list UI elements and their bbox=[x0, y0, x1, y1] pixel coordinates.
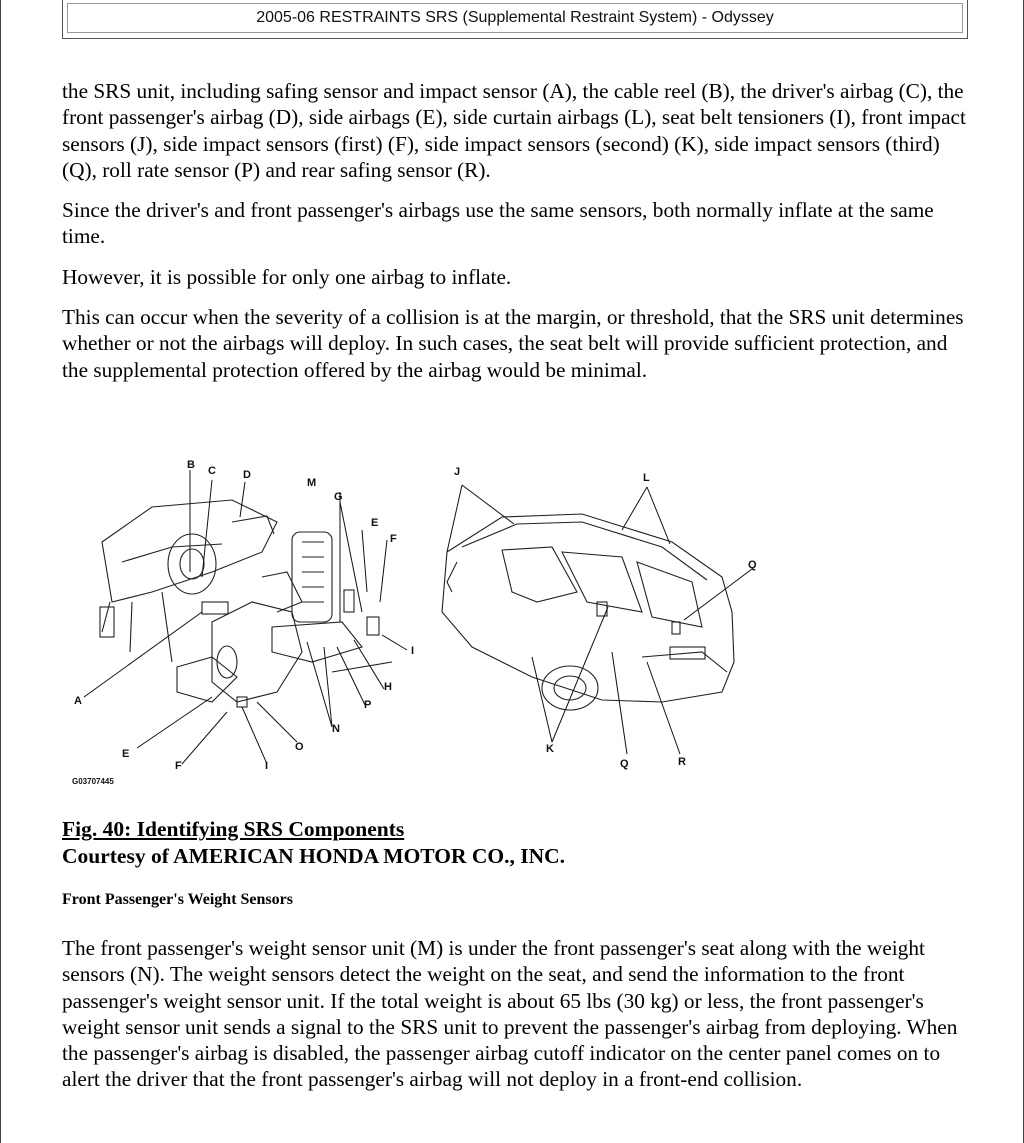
callout-f-lower: F bbox=[175, 760, 182, 772]
callout-e-lower: E bbox=[122, 748, 130, 760]
callout-d: D bbox=[243, 469, 251, 481]
paragraph-one-airbag: However, it is possible for only one airbag to inflate. bbox=[62, 264, 512, 289]
callout-b: B bbox=[187, 459, 195, 471]
figure-caption bbox=[62, 816, 565, 870]
callout-p: P bbox=[364, 699, 372, 711]
header-title: 2005-06 RESTRAINTS SRS (Supplemental Restraint System) - Odyssey bbox=[67, 3, 963, 33]
figure-title: Fig. 40: Identifying SRS Components bbox=[62, 817, 405, 841]
page-border-left bbox=[0, 0, 1, 1143]
callout-i-right: I bbox=[411, 645, 415, 657]
paragraph-weight-sensors: The front passenger's weight sensor unit (M) is under the front passenger's seat along with the weight sensors (N). The weight sensors detect the weight on the seat, and send the information to the front passenger's weight sensor unit. If the total weight is about 65 lbs (30 kg) or less, the front passenger's weight sensor unit sends a signal to the SRS unit to prevent the passenger's airbag from deploying. When the passenger's airbag is disabled, the passenger airbag cutoff indicator on the center panel comes on to alert the driver that the front passenger's airbag will not deploy in a front-end collision. bbox=[62, 936, 958, 1092]
paragraph-threshold: This can occur when the severity of a collision is at the margin, or threshold, that the SRS unit determines whether or not the airbags will deploy. In such cases, the seat belt will provide sufficient protection, and the supplemental protection offered by the airbag would be minimal. bbox=[62, 305, 964, 382]
srs-components-figure bbox=[62, 452, 782, 792]
callout-m: M bbox=[307, 477, 317, 489]
callout-c: C bbox=[208, 465, 216, 477]
callout-r: R bbox=[678, 756, 686, 768]
callout-i-lower: I bbox=[265, 760, 269, 772]
callout-o: O bbox=[295, 741, 304, 753]
section-heading: Front Passenger's Weight Sensors bbox=[62, 891, 293, 908]
callout-k: K bbox=[546, 743, 554, 755]
callout-l: L bbox=[643, 472, 650, 484]
callout-q-lower: Q bbox=[620, 758, 629, 770]
callout-q-upper: Q bbox=[748, 559, 757, 571]
srs-diagram bbox=[62, 452, 782, 792]
callout-f-upper: F bbox=[390, 533, 397, 545]
callout-h: H bbox=[384, 681, 392, 693]
intro-text bbox=[62, 78, 972, 397]
callout-e-upper: E bbox=[371, 517, 379, 529]
paragraph-same-sensors: Since the driver's and front passenger's airbags use the same sensors, both normally inflate at the same time. bbox=[62, 198, 934, 249]
figure-callouts bbox=[72, 459, 757, 786]
callout-j: J bbox=[454, 466, 461, 478]
paragraph-components: the SRS unit, including safing sensor and impact sensor (A), the cable reel (B), the driver's airbag (C), the front passenger's airbag (D), side airbags (E), side curtain airbags (L), seat belt tensioners (I), front impact sensors (J), side impact sensors (first) (F), side impact sensors (second) (K), side impact sensors (third) (Q), roll rate sensor (P) and rear safing sensor (R). bbox=[62, 79, 966, 182]
figure-credit: Courtesy of AMERICAN HONDA MOTOR CO., INC. bbox=[62, 844, 566, 868]
weight-sensor-text bbox=[62, 935, 972, 1107]
callout-n: N bbox=[332, 723, 340, 735]
dashboard-illustration bbox=[100, 500, 392, 707]
page-header bbox=[62, 0, 968, 39]
van-illustration bbox=[442, 514, 734, 710]
callout-g: G bbox=[334, 491, 343, 503]
figure-code: G03707445 bbox=[72, 777, 114, 786]
callout-a: A bbox=[74, 695, 82, 707]
